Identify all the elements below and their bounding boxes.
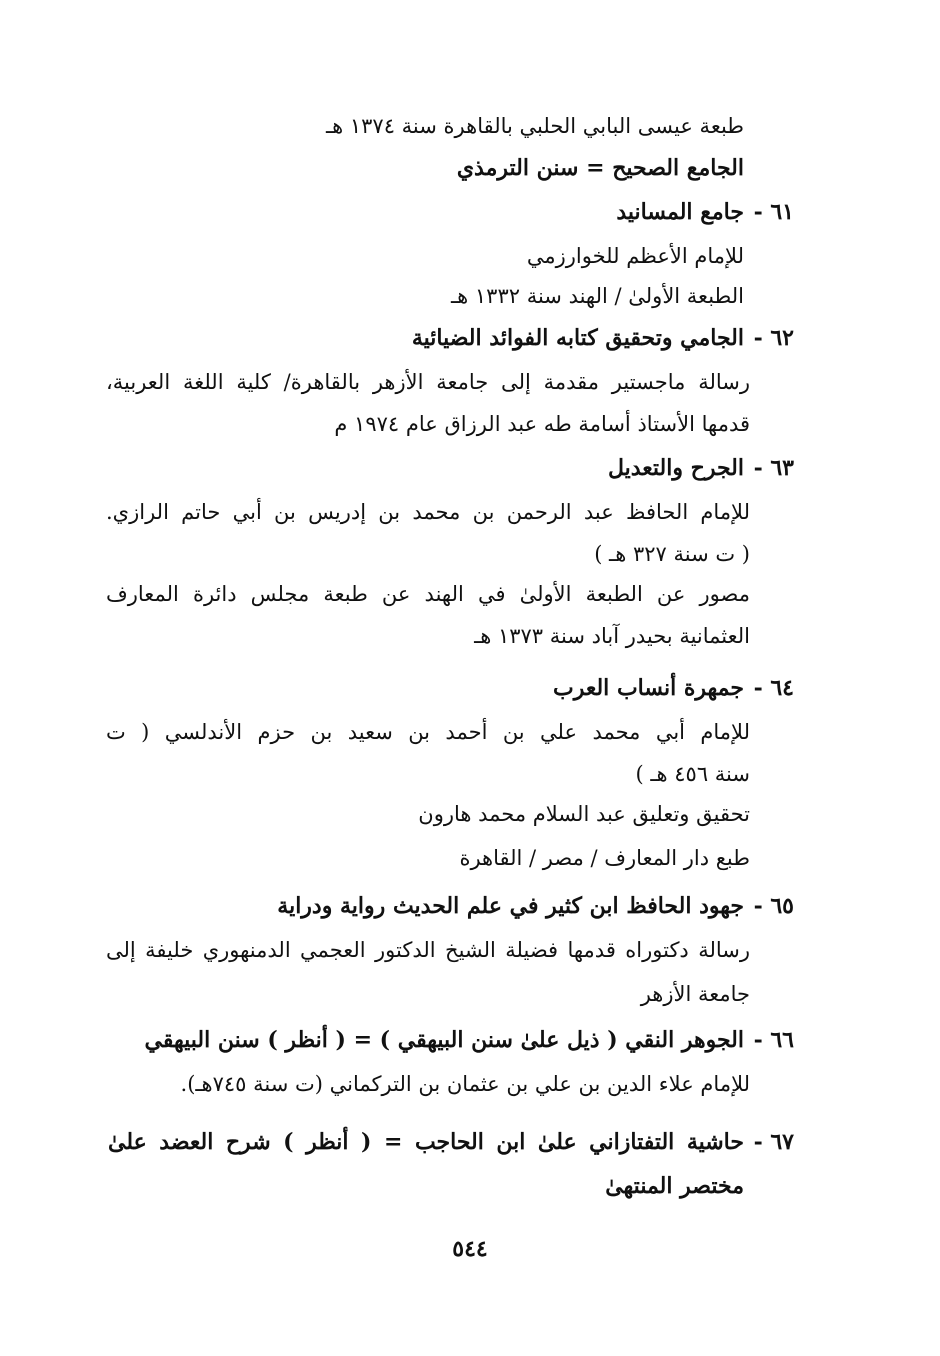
entry-number-62: ٦٢ - xyxy=(753,325,794,351)
entry-title-63: الجرح والتعديل xyxy=(607,455,744,481)
entry-64-death-date: سنة ٤٥٦ هـ ) xyxy=(635,762,750,786)
cross-reference-jami-sahih: الجامع الصحيح = سنن الترمذي xyxy=(456,155,744,181)
entry-61-edition: الطبعة الأولىٰ / الهند سنة ١٣٣٢ هـ xyxy=(451,284,744,308)
entry-60-edition: طبعة عيسى البابي الحلبي بالقاهرة سنة ١٣٧٤ هـ xyxy=(325,114,744,138)
entry-63-author: للإمام الحافظ عبد الرحمن بن محمد بن إدريس بن أبي حاتم الرازي. xyxy=(106,500,750,524)
entry-title-65: جهود الحافظ ابن كثير في علم الحديث رواية ودراية xyxy=(277,893,744,919)
entry-65-description: رسالة دكتوراه قدمها فضيلة الشيخ الدكتور العجمي الدمنهوري خليفة إلى xyxy=(106,938,750,962)
entry-title-64: جمهرة أنساب العرب xyxy=(553,675,744,701)
entry-title-67: حاشية التفتازاني علىٰ ابن الحاجب = ( أنظر ) شرح العضد علىٰ xyxy=(108,1129,744,1155)
entry-62-description: رسالة ماجستير مقدمة إلى جامعة الأزهر بالقاهرة/ كلية اللغة العربية، xyxy=(106,370,750,394)
entry-number-66: ٦٦ - xyxy=(753,1027,794,1053)
entry-64-editor: تحقيق وتعليق عبد السلام محمد هارون xyxy=(418,802,750,826)
entry-title-67-cont: مختصر المنتهىٰ xyxy=(605,1173,744,1199)
entry-61-author: للإمام الأعظم للخوارزمي xyxy=(526,244,744,268)
entry-65-university: جامعة الأزهر xyxy=(640,982,750,1006)
entry-64-publisher: طبع دار المعارف / مصر / القاهرة xyxy=(459,846,750,870)
entry-number-61: ٦١ - xyxy=(753,199,794,225)
page-number: ٥٤٤ xyxy=(452,1236,488,1262)
entry-title-61: جامع المسانيد xyxy=(616,199,744,225)
entry-63-edition-cont: العثمانية بحيدر آباد سنة ١٣٧٣ هـ xyxy=(474,624,750,648)
entry-66-author: للإمام علاء الدين بن علي بن عثمان بن التركماني (ت سنة ٧٤٥هـ). xyxy=(180,1072,750,1096)
entry-62-presenter: قدمها الأستاذ أسامة طه عبد الرزاق عام ١٩٧٤ م xyxy=(334,412,750,436)
entry-63-edition: مصور عن الطبعة الأولىٰ في الهند عن طبعة مجلس دائرة المعارف xyxy=(106,582,750,606)
entry-64-author: للإمام أبي محمد علي بن أحمد بن سعيد بن حزم الأندلسي ( ت xyxy=(106,720,750,744)
entry-number-63: ٦٣ - xyxy=(753,455,794,481)
entry-number-67: ٦٧ - xyxy=(753,1129,794,1155)
entry-number-65: ٦٥ - xyxy=(753,893,794,919)
entry-number-64: ٦٤ - xyxy=(753,675,794,701)
entry-title-66: الجوهر النقي ( ذيل علىٰ سنن البيهقي ) = ( أنظر ) سنن البيهقي xyxy=(144,1027,744,1053)
entry-63-death-date: ( ت سنة ٣٢٧ هـ ) xyxy=(594,542,750,566)
entry-title-62: الجامي وتحقيق كتابه الفوائد الضيائية xyxy=(411,325,744,351)
